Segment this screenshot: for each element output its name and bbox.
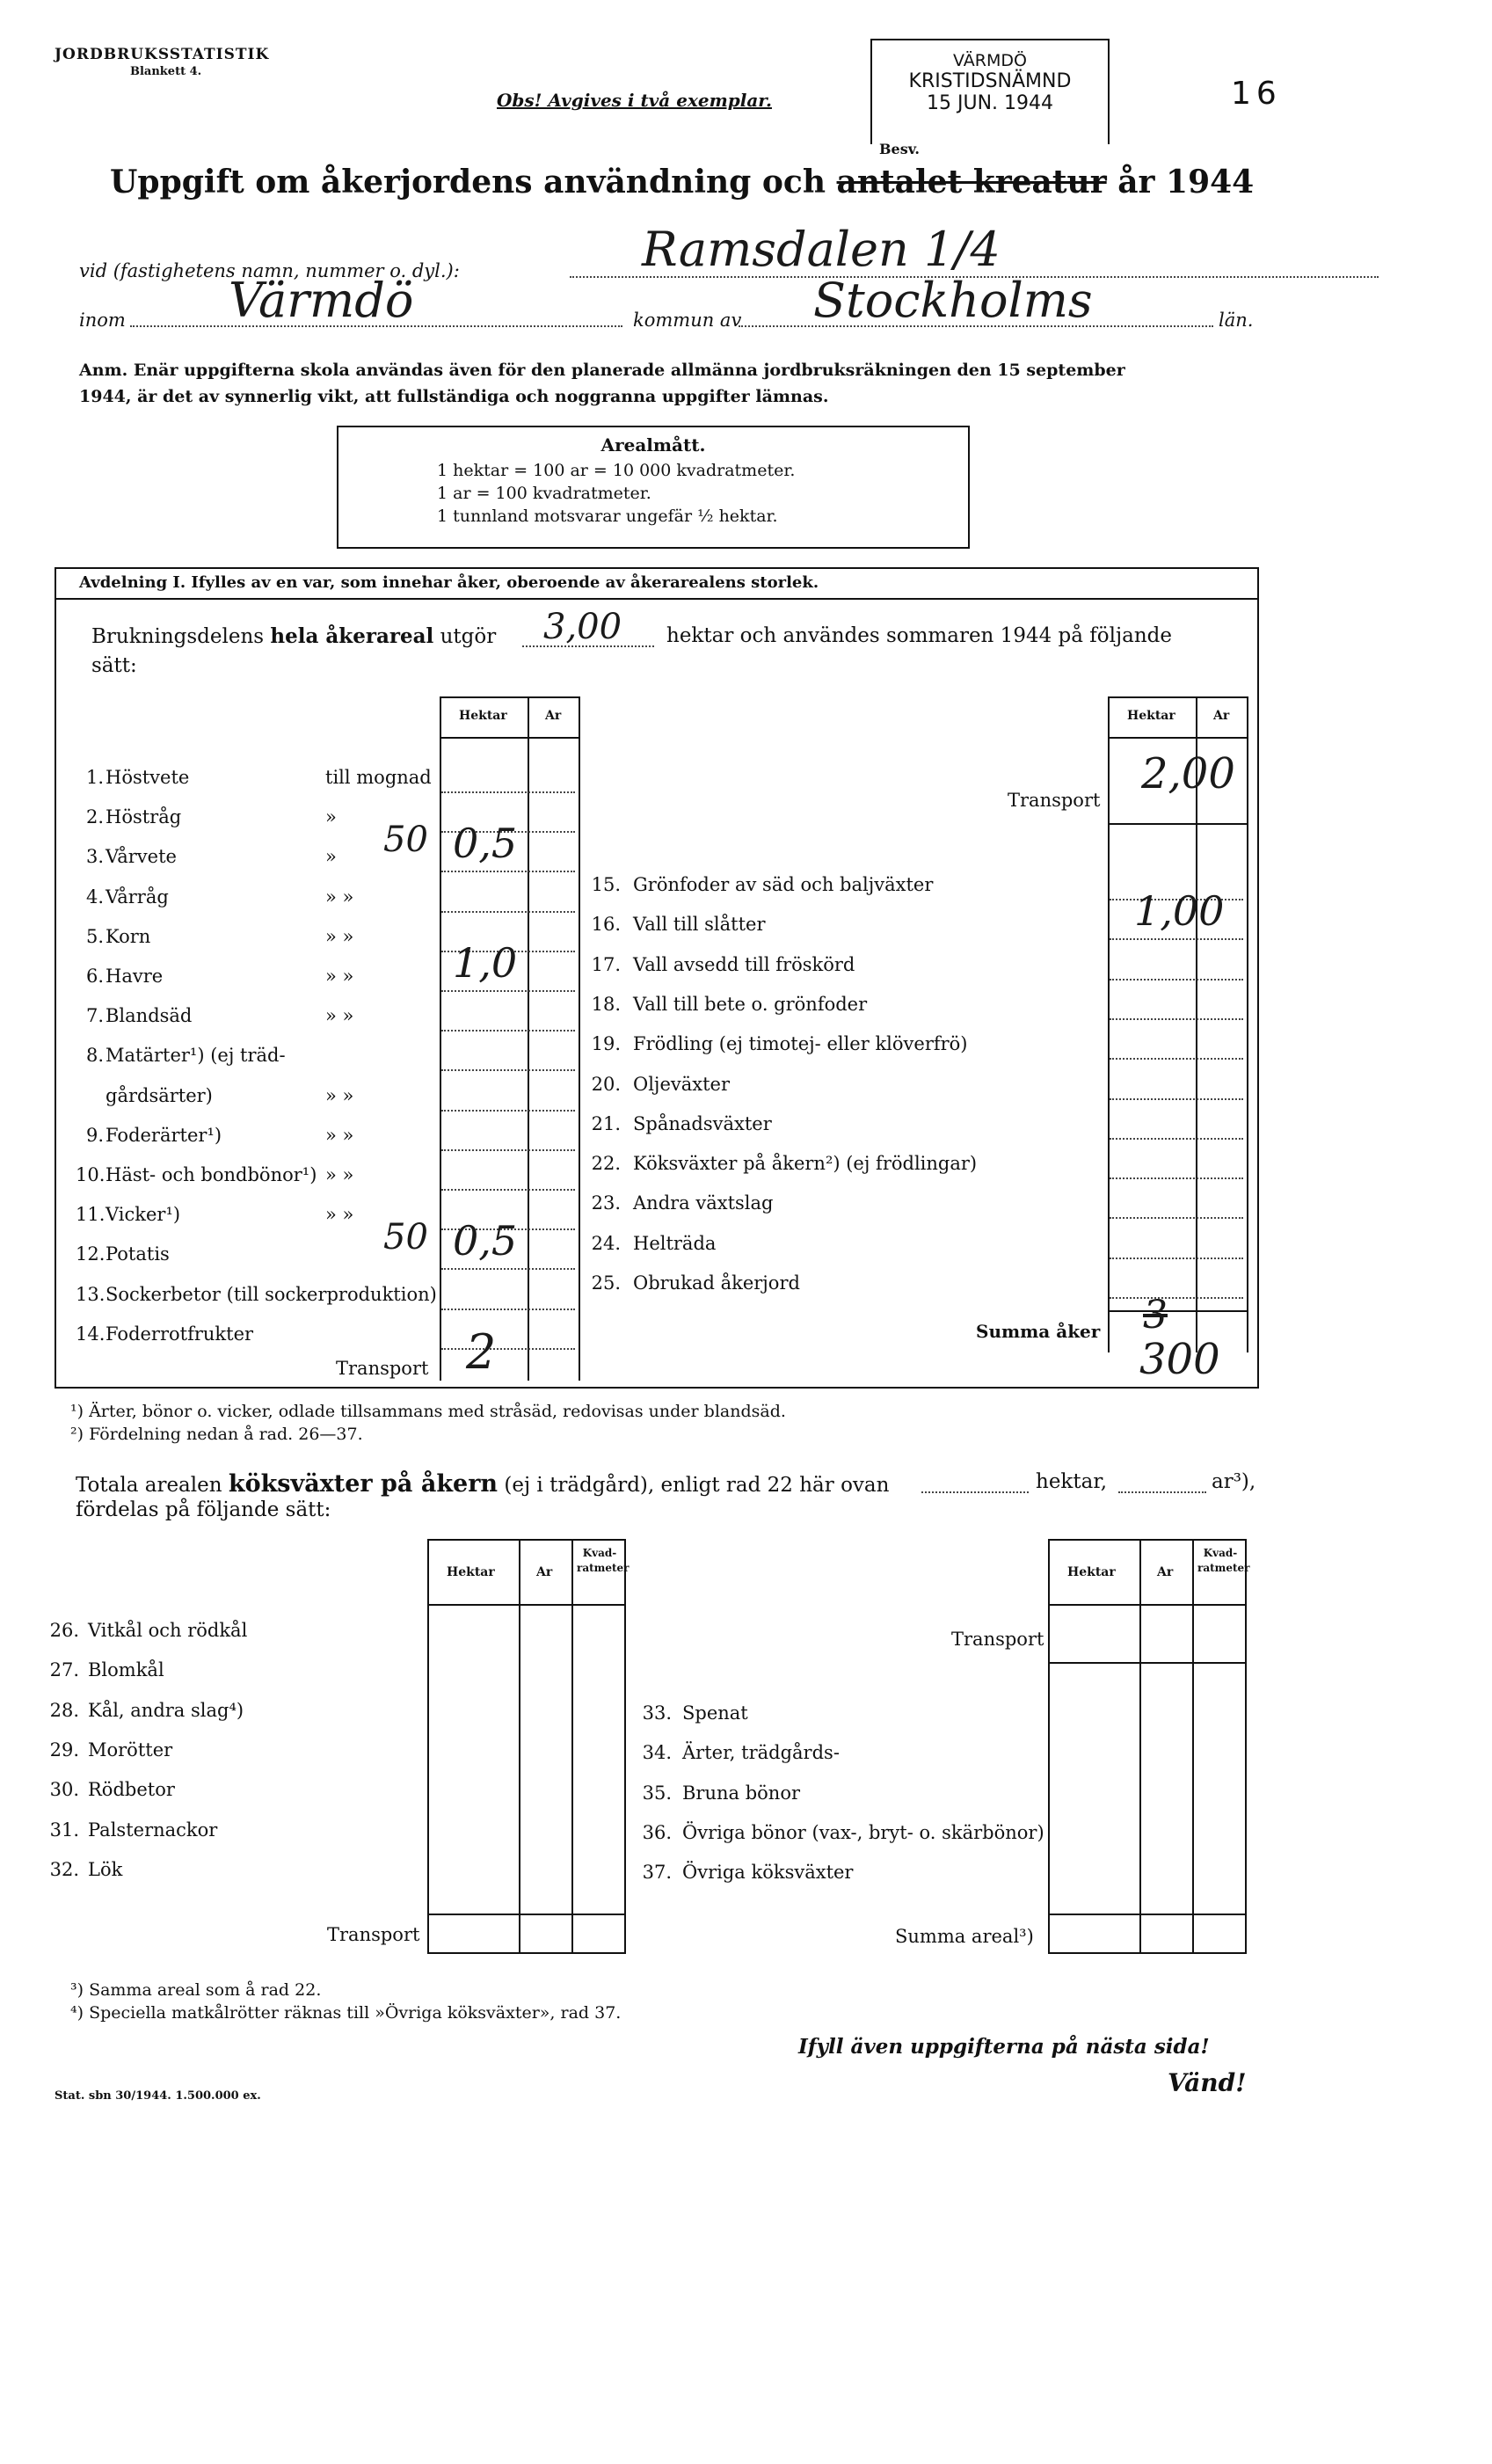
veg-row-label: Palsternackor (88, 1819, 218, 1841)
crop-row-label: Frödling (ej timotej- eller klöverfrö) (633, 1033, 968, 1054)
crop-row-line (441, 1110, 575, 1112)
crop-row-label: Vicker¹) (106, 1204, 181, 1225)
label-kommun: kommun av (633, 310, 742, 331)
veg-left-table (427, 1539, 630, 1954)
veg-row-number: 32. (49, 1859, 79, 1880)
anm-line-1: Anm. Enär uppgifterna skola användas även för den planerade allmänna jordbruksräkningen den 15 september (79, 361, 1125, 380)
label-property: vid (fastighetens namn, nummer o. dyl.): (79, 260, 460, 281)
form-number: Blankett 4. (130, 65, 202, 78)
footer-print-info: Stat. sbn 30/1944. 1.500.000 ex. (55, 2089, 261, 2103)
crop-row-extra: till mognad (325, 767, 432, 788)
veg-row-label: Kål, andra slag⁴) (88, 1700, 244, 1721)
total-area-value: 3,00 (543, 607, 622, 647)
crop-row-number: 15. (591, 874, 621, 895)
crop-row-number: 6. (85, 966, 104, 987)
veg-row-label: Vitkål och rödkål (88, 1620, 248, 1641)
crop-row-label: Oljeväxter (633, 1074, 731, 1095)
right-col-ar: Ar (1213, 709, 1230, 723)
stamp-date: 15 JUN. 1944 (926, 92, 1053, 114)
crop-row-line (1110, 1018, 1243, 1020)
veg-row-label: Spenat (682, 1702, 748, 1724)
crop-row-line (441, 1348, 575, 1350)
area-unit-tunnland: 1 tunnland motsvarar ungefär ½ hektar. (437, 507, 778, 526)
veg-row-number: 31. (49, 1819, 79, 1841)
crop-row-label: Vall till slåtter (633, 914, 766, 935)
crop-row-line (1110, 1258, 1243, 1259)
crop-row-extra: » » (325, 1204, 354, 1225)
veg-right-col-kvad: Kvad-ratmeter (1197, 1547, 1250, 1574)
crop-row-extra: » » (325, 1125, 354, 1146)
area-units-heading: Arealmått. (600, 434, 706, 456)
crop-row-label: Helträda (633, 1233, 717, 1254)
footnote-1: ¹) Ärter, bönor o. vicker, odlade tillsammans med stråsäd, redovisas under blandsäd. (70, 1402, 786, 1421)
footer-next-page-note: Ifyll även uppgifterna på nästa sida! (798, 2035, 1210, 2059)
crop-row-note: 50 (383, 1217, 428, 1258)
crop-row-label: Häst- och bondbönor¹) (106, 1164, 317, 1185)
crop-row-line (441, 1030, 575, 1032)
veg-row-label: Lök (88, 1859, 123, 1880)
intro-a: Brukningsdelens (91, 625, 265, 648)
crop-row-label: Vårvete (106, 846, 177, 867)
section-1-heading: Avdelning I. Ifylles av en var, som innehar åker, oberoende av åkerarealens storlek. (79, 573, 819, 592)
property-value: Ramsdalen 1/4 (642, 222, 1001, 277)
crop-row-number: 3. (85, 846, 104, 867)
right-transport-value: 2,00 (1141, 749, 1235, 798)
veg-row-number: 35. (642, 1782, 672, 1804)
crop-row-number: 16. (591, 914, 621, 935)
intro-c: utgör (440, 625, 497, 648)
crop-row-number: 24. (591, 1233, 621, 1254)
crop-row-hektar-value: 1,0 (453, 939, 518, 987)
crop-row-extra: » » (325, 926, 354, 947)
crop-row-line (1110, 979, 1243, 980)
crop-row-extra: » (325, 806, 337, 827)
crop-row-label: Korn (106, 926, 151, 947)
title-struck: antalet kreatur (836, 164, 1107, 200)
crop-row-number: 13. (76, 1284, 106, 1305)
veg-summa-areal: Summa areal³) (895, 1926, 1034, 1947)
intro-e: sätt: (91, 654, 137, 677)
stamp-line-2: KRISTIDSNÄMND (908, 70, 1072, 92)
crop-row-line (441, 791, 575, 793)
veg-left-col-hektar: Hektar (447, 1565, 495, 1579)
title-main: Uppgift om åkerjordens användning och (110, 164, 826, 200)
crop-row-number: 21. (591, 1113, 621, 1134)
crop-row-line (1110, 1058, 1243, 1060)
crop-row-line (441, 911, 575, 913)
crop-row-line (441, 1189, 575, 1191)
crop-row-label: gårdsärter) (106, 1085, 213, 1106)
crop-row-number: 20. (591, 1074, 621, 1095)
crop-row-line (1110, 1138, 1243, 1140)
received-stamp (870, 39, 1110, 144)
crop-row-line (1110, 1217, 1243, 1219)
crop-row-number: 9. (85, 1125, 104, 1146)
right-transport-label: Transport (1008, 790, 1101, 811)
stamp-line-1: VÄRMDÖ (953, 51, 1027, 70)
crop-row-label: Potatis (106, 1243, 170, 1265)
veg-right-transport: Transport (951, 1629, 1044, 1650)
intro-b: hela åkerareal (270, 624, 434, 648)
title-year: år 1944 (1117, 164, 1255, 200)
crop-row-number: 22. (591, 1153, 621, 1174)
left-transport-value: 2 (466, 1324, 497, 1380)
form-title (110, 164, 1254, 200)
page-number: 16 (1231, 76, 1282, 112)
crop-row-number: 4. (85, 886, 104, 908)
crop-row-line (1110, 938, 1243, 940)
veg-row-number: 34. (642, 1742, 672, 1763)
crop-row-line (441, 1268, 575, 1270)
s2-intro-b: köksväxter på åkern (228, 1470, 499, 1498)
veg-row-number: 28. (49, 1700, 79, 1721)
intro-d: hektar och användes sommaren 1944 på följande (666, 624, 1172, 647)
crop-row-number: 19. (591, 1033, 621, 1054)
veg-row-number: 29. (49, 1739, 79, 1761)
agency-label: JORDBRUKSSTATISTIK (55, 46, 270, 63)
veg-row-number: 27. (49, 1659, 79, 1680)
footnote-4: ⁴) Speciella matkålrötter räknas till »Övriga köksväxter», rad 37. (70, 2003, 622, 2023)
crop-row-label: Havre (106, 966, 164, 987)
section-1-intro (91, 624, 496, 648)
veg-row-label: Bruna bönor (682, 1782, 801, 1804)
crop-row-label: Blandsäd (106, 1005, 193, 1026)
crop-row-number: 10. (76, 1164, 106, 1185)
anm-line-2: 1944, är det av synnerlig vikt, att fullständiga och noggranna uppgifter lämnas. (79, 387, 829, 406)
s2-intro-f: fördelas på följande sätt: (76, 1498, 331, 1521)
area-unit-hektar: 1 hektar = 100 ar = 10 000 kvadratmeter. (437, 461, 796, 480)
crop-row-number: 7. (85, 1005, 104, 1026)
veg-left-col-ar: Ar (536, 1565, 553, 1579)
veg-row-label: Övriga bönor (vax-, bryt- o. skärbönor) (682, 1822, 1044, 1843)
crop-row-label: Foderrotfrukter (106, 1323, 254, 1345)
crop-row-hektar-value: 1,00 (1134, 887, 1225, 935)
crop-row-extra: » (325, 846, 337, 867)
crop-row-label: Foderärter¹) (106, 1125, 222, 1146)
s2-intro-e: ar³), (1212, 1470, 1256, 1493)
crop-row-label: Höstvete (106, 767, 190, 788)
veg-right-table (1048, 1539, 1250, 1954)
veg-row-number: 30. (49, 1779, 79, 1800)
crop-row-hektar-value: 0,5 (453, 1217, 518, 1265)
crop-row-number: 8. (85, 1045, 104, 1066)
crop-row-extra: » » (325, 966, 354, 987)
crop-row-label: Spånadsväxter (633, 1113, 772, 1134)
veg-row-label: Rödbetor (88, 1779, 175, 1800)
crop-row-number: 25. (591, 1272, 621, 1294)
crop-row-note: 50 (383, 820, 428, 860)
label-inom: inom (79, 310, 126, 331)
s2-intro-a: Totala arealen (76, 1474, 222, 1497)
crop-row-number: 2. (85, 806, 104, 827)
veg-row-label: Ärter, trädgårds- (682, 1742, 840, 1763)
area-units-box (337, 426, 970, 549)
crop-row-line (1110, 1177, 1243, 1179)
summa-aker-label: Summa åker (976, 1321, 1101, 1342)
crop-row-label: Köksväxter på åkern²) (ej frödlingar) (633, 1153, 978, 1174)
crop-row-line (441, 1069, 575, 1071)
crop-row-number: 12. (76, 1243, 106, 1265)
crop-row-label: Vall avsedd till fröskörd (633, 954, 855, 975)
crop-row-number: 1. (85, 767, 104, 788)
veg-row-label: Morötter (88, 1739, 173, 1761)
left-col-ar: Ar (545, 709, 562, 723)
crop-row-line (1110, 1297, 1243, 1299)
crop-row-label: Grönfoder av säd och baljväxter (633, 874, 934, 895)
crop-row-number: 23. (591, 1192, 621, 1214)
left-amount-column (440, 696, 580, 1381)
section-1-frame (55, 567, 1259, 1389)
s2-intro-c: (ej i trädgård), enligt rad 22 här ovan (504, 1474, 890, 1497)
left-col-hektar: Hektar (459, 709, 507, 723)
veg-row-label: Blomkål (88, 1659, 164, 1680)
crop-row-label: Höstråg (106, 806, 182, 827)
veg-row-number: 37. (642, 1862, 672, 1883)
veg-right-col-ar: Ar (1157, 1565, 1174, 1579)
veg-row-number: 26. (49, 1620, 79, 1641)
kommun-value: Stockholms (813, 273, 1093, 328)
crop-row-line (441, 1149, 575, 1151)
crop-row-label: Sockerbetor (till sockerproduktion) (106, 1284, 437, 1305)
summa-struck-value: 3 (1143, 1293, 1168, 1338)
crop-row-label: Matärter¹) (ej träd- (106, 1045, 286, 1066)
notice-two-copies: Obs! Avgives i två exemplar. (497, 90, 772, 111)
crop-row-extra: » » (325, 1085, 354, 1106)
summa-aker-value: 300 (1139, 1335, 1220, 1384)
veg-row-number: 33. (642, 1702, 672, 1724)
crop-row-number: 18. (591, 994, 621, 1015)
crop-row-hektar-value: 0,5 (453, 820, 518, 867)
veg-row-label: Övriga köksväxter (682, 1862, 854, 1883)
crop-row-line (441, 1309, 575, 1310)
footer-turn: Vänd! (1168, 2068, 1247, 2097)
stamp-note: Besv. (879, 141, 920, 157)
crop-row-line (1110, 1098, 1243, 1100)
crop-row-label: Andra växtslag (633, 1192, 774, 1214)
footnote-3: ³) Samma areal som å rad 22. (70, 1980, 322, 2000)
left-transport-label: Transport (336, 1358, 429, 1379)
crop-row-number: 5. (85, 926, 104, 947)
label-lan: län. (1219, 310, 1254, 331)
veg-row-number: 36. (642, 1822, 672, 1843)
area-unit-ar: 1 ar = 100 kvadratmeter. (437, 484, 651, 503)
footnote-2: ²) Fördelning nedan å rad. 26—37. (70, 1425, 363, 1444)
crop-row-label: Vall till bete o. grönfoder (633, 994, 868, 1015)
crop-row-number: 17. (591, 954, 621, 975)
section-2-intro (76, 1470, 889, 1498)
crop-row-label: Vårråg (106, 886, 169, 908)
crop-row-extra: » » (325, 1164, 354, 1185)
s2-intro-d: hektar, (1036, 1470, 1108, 1493)
right-col-hektar: Hektar (1127, 709, 1175, 723)
crop-row-number: 11. (76, 1204, 106, 1225)
inom-value: Värmdö (229, 273, 414, 328)
veg-right-col-hektar: Hektar (1067, 1565, 1116, 1579)
crop-row-extra: » » (325, 886, 354, 908)
crop-row-line (441, 990, 575, 992)
veg-left-col-kvad: Kvad-ratmeter (577, 1547, 630, 1574)
veg-left-transport: Transport (327, 1924, 420, 1945)
crop-row-extra: » » (325, 1005, 354, 1026)
crop-row-line (441, 871, 575, 872)
crop-row-number: 14. (76, 1323, 106, 1345)
crop-row-label: Obrukad åkerjord (633, 1272, 800, 1294)
